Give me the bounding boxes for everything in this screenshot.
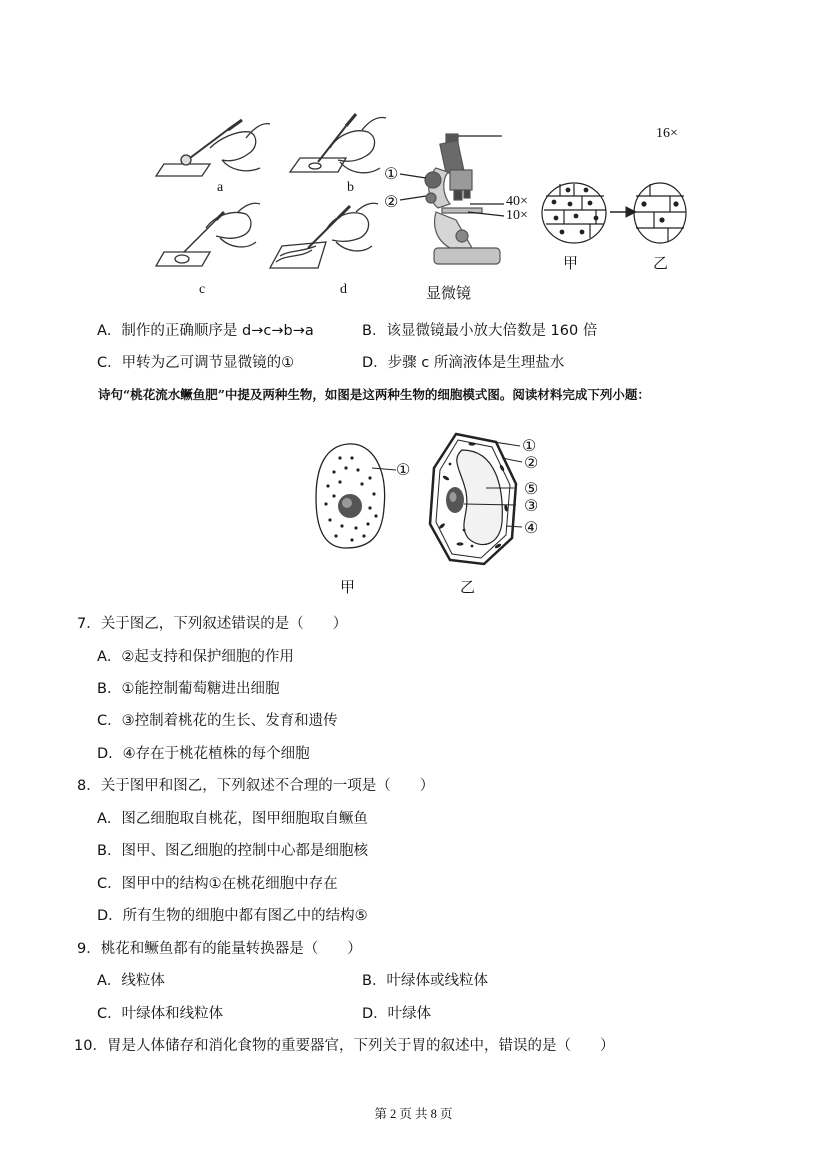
q8-option-b: B．图甲、图乙细胞的控制中心都是细胞核 xyxy=(97,843,368,859)
step-a-illustration xyxy=(156,120,270,176)
q9-option-c: C．叶绿体和线粒体 xyxy=(97,1006,224,1022)
step-d-illustration xyxy=(270,203,378,268)
q7-option-a: A．②起支持和保护细胞的作用 xyxy=(97,649,294,665)
q7-option-d: D．④存在于桃花植株的每个细胞 xyxy=(97,746,310,762)
objective-high-label: 40× xyxy=(506,194,528,209)
yi-marker-5: ⑤ xyxy=(524,481,539,498)
objective-low-label: 10× xyxy=(506,208,528,223)
figure-slide-preparation xyxy=(150,108,827,308)
q7-stem: 7．关于图乙，下列叙述错误的是（ ） xyxy=(77,616,348,632)
reading-intro: 诗句“桃花流水鳜鱼肥”中提及两种生物，如图是这两种生物的细胞模式图。阅读材料完成下列小题： xyxy=(98,387,650,402)
q9-option-a: A．线粒体 xyxy=(97,973,165,989)
yi-marker-2: ② xyxy=(524,455,539,472)
q6-option-c: C．甲转为乙可调节显微镜的① xyxy=(97,355,295,371)
jia-marker-1: ① xyxy=(396,462,411,479)
yi-marker-3: ③ xyxy=(524,498,539,515)
figure2-yi-label: 乙 xyxy=(460,578,476,596)
q8-stem: 8．关于图甲和图乙，下列叙述不合理的一项是（ ） xyxy=(77,778,435,794)
cell-models-illustration xyxy=(300,428,560,598)
step-b-label: b xyxy=(347,180,354,195)
cell-jia-label: 甲 xyxy=(563,254,579,272)
q7-option-c: C．③控制着桃花的生长、发育和遗传 xyxy=(97,713,338,729)
q8-option-a: A．图乙细胞取自桃花，图甲细胞取自鳜鱼 xyxy=(97,811,368,827)
step-c-illustration xyxy=(156,203,260,266)
cell-field-yi-illustration xyxy=(634,183,686,243)
q9-option-b: B．叶绿体或线粒体 xyxy=(362,973,488,989)
arrow-jia-to-yi-icon xyxy=(610,207,636,217)
marker-2-label: ② xyxy=(384,194,399,211)
q6-option-d: D．步骤 c 所滴液体是生理盐水 xyxy=(362,355,565,371)
plant-cell-illustration xyxy=(430,434,522,564)
marker-1-label: ① xyxy=(384,166,399,183)
step-b-illustration xyxy=(290,114,386,173)
cell-yi-label: 乙 xyxy=(653,254,669,272)
figure-cell-models xyxy=(300,428,560,598)
step-c-label: c xyxy=(199,282,206,297)
animal-cell-illustration xyxy=(316,444,396,548)
yi-marker-1: ① xyxy=(522,438,537,455)
q7-option-b: B．①能控制葡萄糖进出细胞 xyxy=(97,681,280,697)
q9-stem: 9．桃花和鳜鱼都有的能量转换器是（ ） xyxy=(77,941,362,957)
q8-option-c: C．图甲中的结构①在桃花细胞中存在 xyxy=(97,876,338,892)
slide-preparation-steps-illustration xyxy=(150,108,827,308)
q8-option-d: D．所有生物的细胞中都有图乙中的结构⑤ xyxy=(97,908,368,924)
step-a-label: a xyxy=(217,180,224,195)
q6-option-b: B．该显微镜最小放大倍数是 160 倍 xyxy=(362,323,598,339)
eyepiece-magnification-label: 16× xyxy=(656,126,678,141)
q9-option-d: D．叶绿体 xyxy=(362,1006,432,1022)
microscope-illustration xyxy=(400,134,504,264)
step-d-label: d xyxy=(340,282,347,297)
figure2-jia-label: 甲 xyxy=(340,578,356,596)
yi-marker-4: ④ xyxy=(524,520,539,537)
microscope-label: 显微镜 xyxy=(426,284,472,302)
q10-stem: 10．胃是人体储存和消化食物的重要器官，下列关于胃的叙述中，错误的是（ ） xyxy=(74,1038,615,1054)
cell-field-jia-illustration xyxy=(542,183,606,243)
page-footer: 第 2 页 共 8 页 xyxy=(374,1107,453,1121)
q6-option-a: A．制作的正确顺序是 d→c→b→a xyxy=(97,323,314,339)
